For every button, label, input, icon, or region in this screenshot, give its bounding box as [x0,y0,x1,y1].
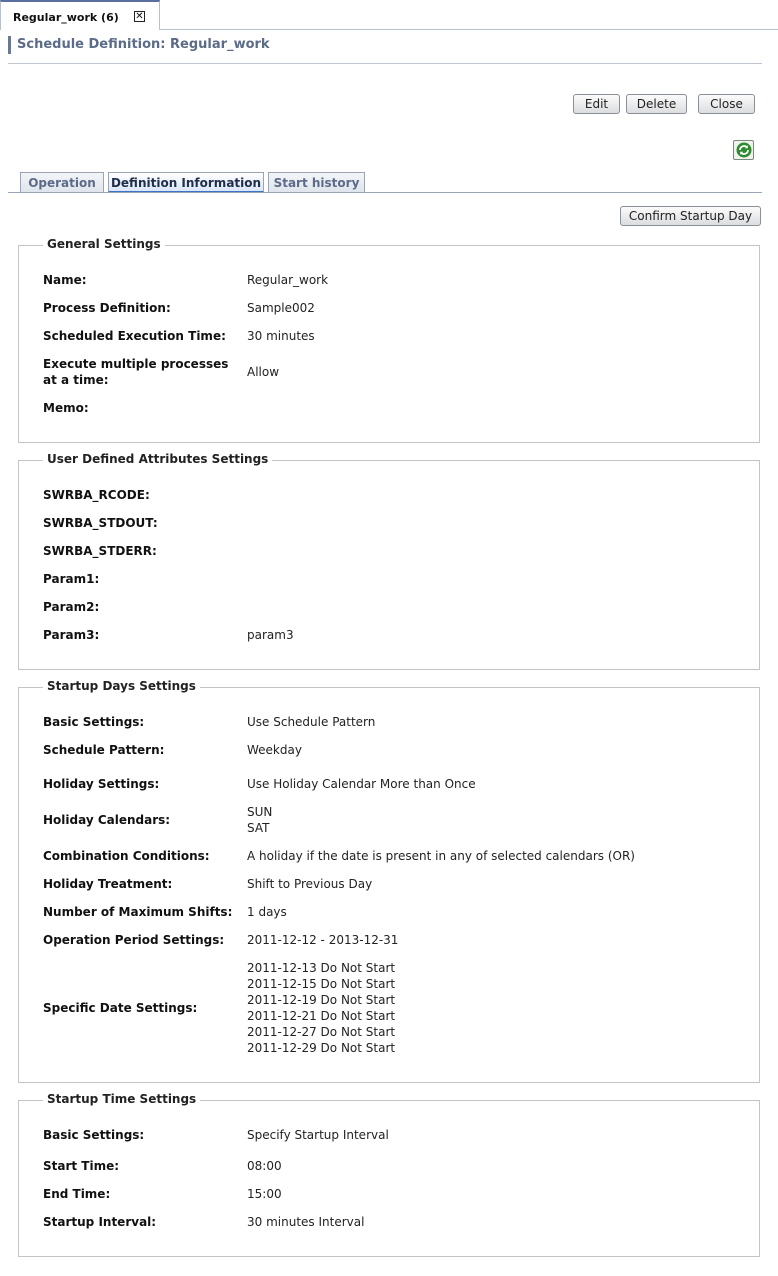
setting-label: Scheduled Execution Time: [43,329,226,343]
setting-label: Holiday Calendars: [43,813,171,827]
setting-label: End Time: [43,1187,111,1201]
setting-label: Holiday Treatment: [43,877,173,891]
setting-value: 1 days [247,905,287,919]
general-settings-section [18,237,760,443]
edit-button[interactable]: Edit [573,94,620,114]
setting-value: Specify Startup Interval [247,1128,389,1142]
setting-value: 08:00 [247,1159,282,1173]
setting-label: Specific Date Settings: [43,1001,198,1015]
setting-label: SWRBA_RCODE: [43,488,150,502]
title-divider [8,63,762,64]
setting-value: 15:00 [247,1187,282,1201]
setting-label: Execute multiple processes at a time: [43,357,229,387]
setting-value: Allow [247,365,280,379]
setting-label: Start Time: [43,1159,120,1173]
setting-value: param3 [247,628,294,642]
setting-label: SWRBA_STDERR: [43,544,157,558]
setting-label: SWRBA_STDOUT: [43,516,158,530]
setting-value: 30 minutes [247,329,315,343]
setting-value: 2011-12-29 Do Not Start [247,1041,396,1055]
setting-value: 2011-12-15 Do Not Start [247,977,396,991]
setting-value: Use Holiday Calendar More than Once [247,777,476,791]
setting-value: Shift to Previous Day [247,877,373,891]
setting-label: Basic Settings: [43,715,145,729]
refresh-icon [736,142,752,158]
tab-operation[interactable]: Operation [20,172,104,193]
startup-days-section [18,679,760,1083]
tab-divider [8,192,762,193]
setting-label: Combination Conditions: [43,849,210,863]
setting-label: Name: [43,273,87,287]
refresh-button[interactable] [733,140,754,160]
setting-value: Sample002 [247,301,315,315]
setting-label: Operation Period Settings: [43,933,225,947]
close-button[interactable]: Close [698,94,755,114]
setting-label: Param3: [43,628,100,642]
setting-value: Use Schedule Pattern [247,715,376,729]
startup-time-section [18,1092,760,1257]
tab-start-history[interactable]: Start history [268,172,365,193]
setting-label: Holiday Settings: [43,777,160,791]
confirm-startup-day-button[interactable]: Confirm Startup Day [620,206,761,226]
section-legend: User Defined Attributes Settings [43,452,272,466]
delete-button[interactable]: Delete [626,94,687,114]
setting-value: 2011-12-21 Do Not Start [247,1009,396,1023]
setting-value: 2011-12-27 Do Not Start [247,1025,396,1039]
section-legend: Startup Time Settings [43,1092,200,1106]
section-legend: General Settings [43,237,165,251]
tab-definition-information[interactable]: Definition Information [108,172,264,193]
setting-value: 2011-12-19 Do Not Start [247,993,396,1007]
setting-label: Param2: [43,600,100,614]
setting-label: Basic Settings: [43,1128,145,1142]
setting-label: Process Definition: [43,301,171,315]
section-legend: Startup Days Settings [43,679,200,693]
setting-value: Regular_work [247,273,329,287]
setting-value: A holiday if the date is present in any of selected calendars (OR) [247,849,635,863]
setting-value: 30 minutes Interval [247,1215,365,1229]
setting-value: SUN [247,805,273,819]
setting-value: SAT [247,821,270,835]
setting-label: Param1: [43,572,100,586]
setting-label: Startup Interval: [43,1215,157,1229]
setting-value: 2011-12-13 Do Not Start [247,961,396,975]
setting-value: 2011-12-12 - 2013-12-31 [247,933,399,947]
setting-label: Memo: [43,401,89,415]
document-tab[interactable] [0,0,160,30]
page-title: Schedule Definition: Regular_work [8,36,270,54]
document-tab-label: Regular_work (6) [13,11,119,24]
setting-label: Schedule Pattern: [43,743,165,757]
setting-label: Number of Maximum Shifts: [43,905,233,919]
user-attributes-section [18,452,760,670]
setting-value: Weekday [247,743,302,757]
tab-strip-divider [160,29,778,30]
close-icon[interactable]: ✕ [135,11,144,22]
